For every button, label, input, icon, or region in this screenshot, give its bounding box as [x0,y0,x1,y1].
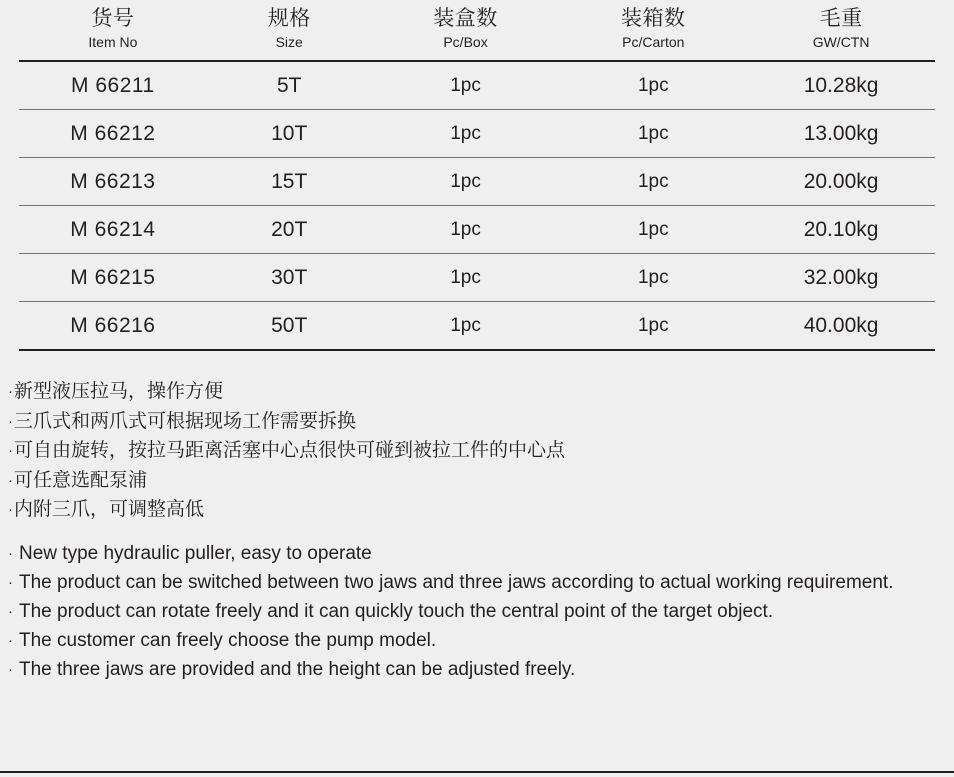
table-body [19,61,935,350]
cell-pc-box: 1pc [450,314,481,336]
feature-en-text: The customer can freely choose the pump model. [19,629,437,651]
feature-cn-text: 三爪式和两爪式可根据现场工作需要拆换 [14,410,357,432]
bullet-icon: · [8,412,13,430]
feature-cn-text: 新型液压拉马，操作方便 [14,381,224,402]
feature-en-item [8,539,954,568]
features-section [0,377,954,684]
table-header [19,0,935,61]
feature-cn-item [8,495,954,525]
feature-cn-text: 可自由旋转，按拉马距离活塞中心点很快可碰到被拉工件的中心点 [14,440,566,461]
feature-en-text: New type hydraulic puller, easy to operate [19,542,372,564]
table-row [19,110,935,158]
column-header-pc-carton-cn: 装箱数 [621,7,686,30]
feature-cn-text: 内附三爪，可调整高低 [14,499,205,520]
bottom-divider [0,771,954,773]
column-header-item-no-cn: 货号 [91,7,135,30]
bullet-icon: · [8,544,13,562]
cell-gw-ctn: 32.00kg [803,265,879,289]
feature-en-text: The product can be switched between two jaws and three jaws according to actual working requirement. [19,571,894,593]
cell-item-no: M 66215 [70,265,156,289]
cell-item-no: M 66216 [70,313,156,337]
cell-pc-box: 1pc [450,218,481,240]
cell-pc-carton: 1pc [637,218,669,240]
cell-pc-carton: 1pc [637,74,669,96]
feature-en-item [8,597,954,626]
column-header-item-no-en: Item No [88,34,138,50]
cell-gw-ctn: 20.10kg [803,217,879,241]
cell-pc-box: 1pc [450,74,481,96]
table-row [19,254,935,302]
cell-size: 5T [276,73,302,97]
feature-en-item [8,568,954,597]
bullet-icon: · [8,501,13,518]
cell-gw-ctn: 20.00kg [803,169,879,193]
table-row [19,206,935,254]
bullet-icon: · [8,631,13,649]
cell-size: 20T [271,217,308,241]
feature-en-text: The product can rotate freely and it can quickly touch the central point of the target object. [19,600,774,622]
column-header-gw-ctn [747,0,935,61]
feature-en-text: The three jaws are provided and the height can be adjusted freely. [19,658,576,680]
features-en-list [8,539,954,684]
column-header-pc-box-en: Pc/Box [443,34,488,50]
cell-pc-carton: 1pc [637,170,669,192]
feature-cn-item [8,466,954,496]
cell-item-no: M 66214 [70,217,156,241]
cell-size: 15T [271,169,308,193]
feature-cn-item [8,436,954,466]
feature-cn-text: 可任意选配泵浦 [14,469,148,491]
cell-pc-carton: 1pc [637,314,669,336]
bullet-icon: · [8,660,13,678]
cell-pc-carton: 1pc [637,266,669,288]
cell-size: 30T [271,265,308,289]
cell-gw-ctn: 10.28kg [803,73,879,97]
cell-item-no: M 66212 [70,121,156,145]
cell-gw-ctn: 40.00kg [803,313,879,337]
column-header-pc-box-cn: 装盒数 [433,7,498,30]
bullet-icon: · [8,442,13,459]
cell-item-no: M 66213 [70,169,156,193]
table-row [19,61,935,110]
column-header-pc-box [372,0,560,61]
column-header-gw-ctn-cn: 毛重 [819,7,863,30]
column-header-gw-ctn-en: GW/CTN [812,34,870,50]
feature-en-item [8,655,954,684]
column-header-size-en: Size [275,34,303,50]
column-header-item-no [19,0,207,61]
column-header-size [207,0,372,61]
cell-size: 10T [271,121,308,145]
table-row [19,158,935,206]
cell-item-no: M 66211 [71,73,155,97]
cell-pc-box: 1pc [450,170,481,192]
bullet-icon: · [8,471,13,489]
feature-cn-item [8,377,954,407]
cell-gw-ctn: 13.00kg [803,121,879,145]
column-header-pc-carton-en: Pc/Carton [622,34,685,50]
cell-pc-carton: 1pc [637,122,669,144]
specification-table [19,0,935,351]
feature-cn-item [8,407,954,437]
bullet-icon: · [8,573,13,591]
cell-size: 50T [271,313,308,337]
table-header-row [19,0,935,61]
bullet-icon: · [8,383,13,400]
table-row [19,302,935,351]
bullet-icon: · [8,602,13,620]
column-header-pc-carton [559,0,747,61]
cell-pc-box: 1pc [450,122,481,144]
column-header-size-cn: 规格 [267,7,311,30]
cell-pc-box: 1pc [450,266,481,288]
feature-en-item [8,626,954,655]
